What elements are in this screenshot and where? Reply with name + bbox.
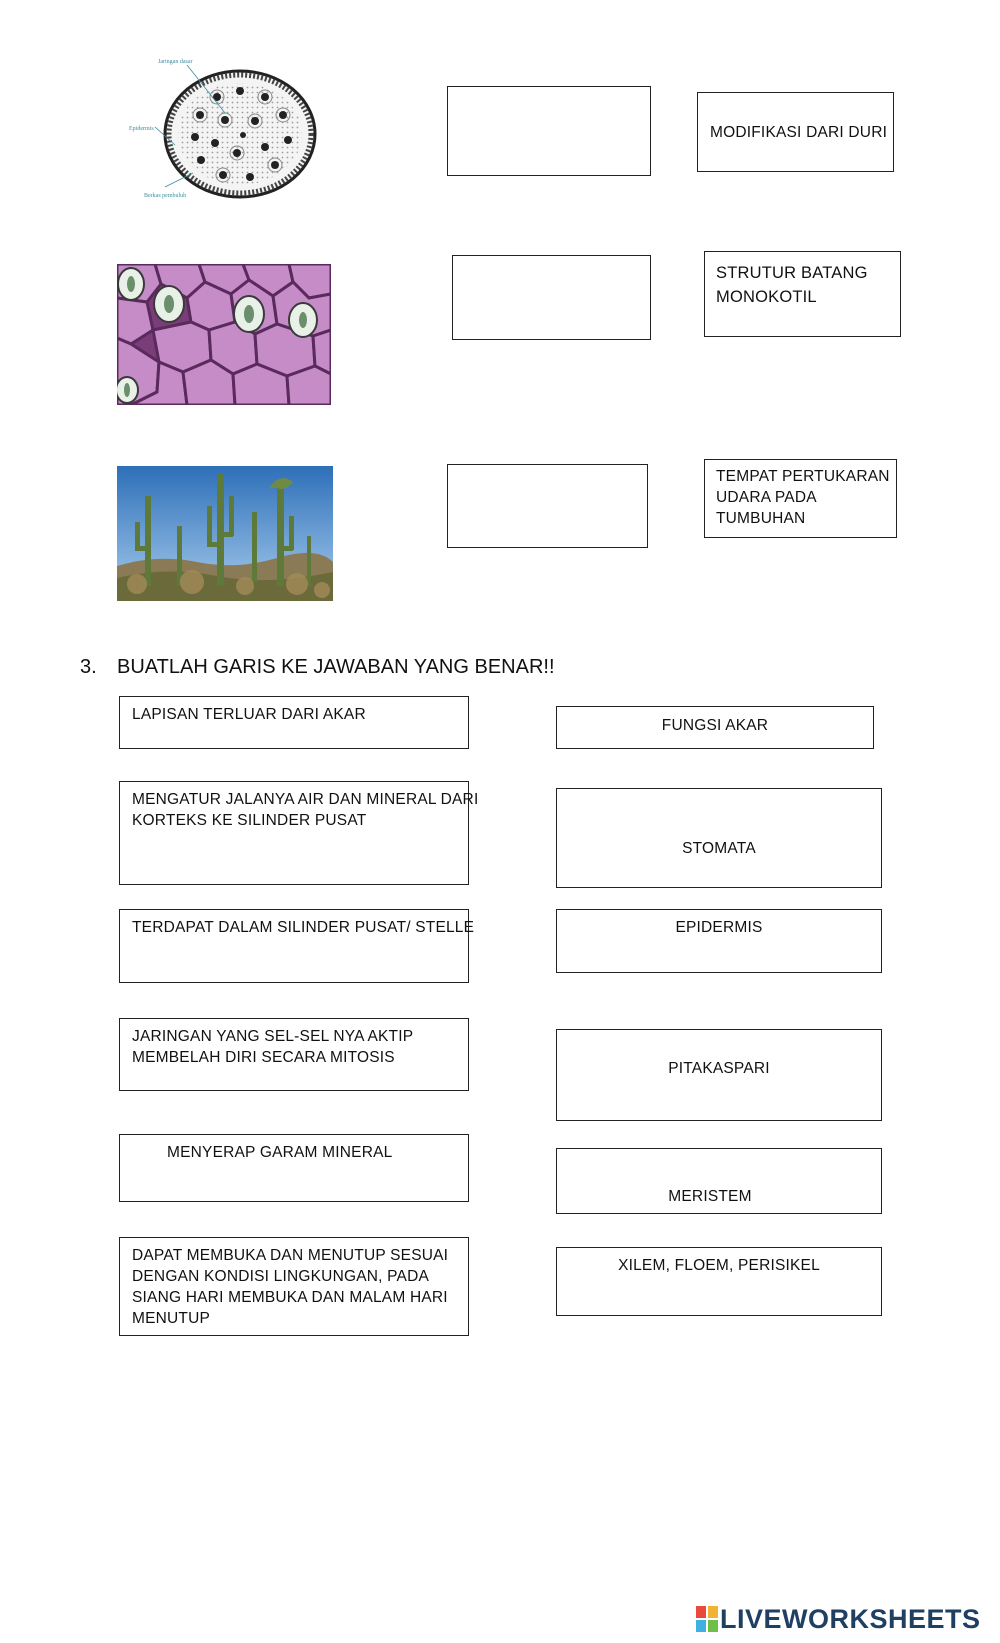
left-item-6[interactable] (119, 1237, 469, 1336)
left-item-3[interactable] (119, 909, 475, 983)
right-item-text: FUNGSI AKAR (661, 717, 769, 734)
section-3-heading (80, 656, 555, 679)
stomata-micrograph-image (117, 264, 331, 405)
stem-label-left: Epidermis (129, 126, 154, 132)
option-text-1: MODIFIKASI DARI DURI (710, 124, 888, 141)
stem-label-bottom: Berkas pembuluh (144, 193, 187, 199)
answer-box-1[interactable] (447, 86, 651, 176)
stem-label-top: Jaringan dasar (158, 59, 193, 65)
liveworksheets-logo (696, 1604, 981, 1634)
answer-box-3[interactable] (447, 464, 648, 548)
left-item-text: DAPAT MEMBUKA DAN MENUTUP SESUAI DENGAN KONDISI LINGKUNGAN, PADA SIANG HARI MEMBUKA DAN MALAM HARI MENUTUP (132, 1247, 449, 1327)
right-item-1[interactable] (556, 706, 874, 749)
right-item-5[interactable] (556, 1148, 882, 1214)
option-box-3 (704, 459, 897, 538)
option-box-2 (704, 251, 901, 337)
right-item-2[interactable] (556, 788, 882, 888)
left-item-text: TERDAPAT DALAM SILINDER PUSAT/ STELLE (132, 919, 475, 936)
left-item-1[interactable] (119, 696, 469, 749)
left-item-text: MENYERAP GARAM MINERAL (167, 1144, 393, 1161)
liveworksheets-logo-text: LIVEWORKSHEETS (720, 1603, 981, 1634)
section-3-number: 3. (80, 656, 97, 678)
right-item-text: STOMATA (682, 840, 756, 857)
option-text-3: TEMPAT PERTUKARAN UDARA PADA TUMBUHAN (716, 468, 890, 527)
right-item-text: XILEM, FLOEM, PERISIKEL (618, 1257, 820, 1274)
left-item-text: MENGATUR JALANYA AIR DAN MINERAL DARI KORTEKS KE SILINDER PUSAT (132, 791, 479, 829)
right-item-text: EPIDERMIS (675, 919, 763, 936)
left-item-text: LAPISAN TERLUAR DARI AKAR (132, 706, 366, 723)
right-item-text: PITAKASPARI (668, 1060, 770, 1077)
left-item-5[interactable] (119, 1134, 469, 1202)
option-box-1 (697, 92, 894, 172)
section-3-title: BUATLAH GARIS KE JAWABAN YANG BENAR!! (117, 656, 555, 678)
cactus-landscape-image (117, 466, 333, 601)
monocot-stem-cross-section-image (125, 55, 330, 205)
right-item-3[interactable] (556, 909, 882, 973)
option-text-2: STRUTUR BATANG MONOKOTIL (716, 264, 868, 306)
left-item-text: JARINGAN YANG SEL-SEL NYA AKTIP MEMBELAH DIRI SECARA MITOSIS (132, 1028, 414, 1066)
right-item-text: MERISTEM (668, 1188, 752, 1205)
liveworksheets-logo-icon (696, 1606, 718, 1632)
right-item-4[interactable] (556, 1029, 882, 1121)
left-item-2[interactable] (119, 781, 479, 885)
answer-box-2[interactable] (452, 255, 651, 340)
left-item-4[interactable] (119, 1018, 469, 1091)
right-item-6[interactable] (556, 1247, 882, 1316)
